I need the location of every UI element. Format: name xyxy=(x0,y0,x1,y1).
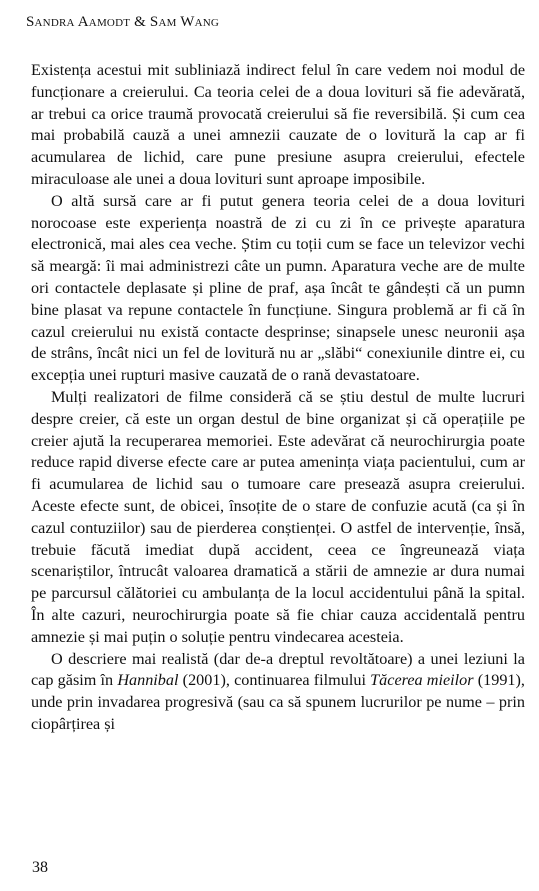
film-title-tacerea-mieilor: Tăcerea mieilor xyxy=(370,671,474,690)
paragraph-3: Mulți realizatori de filme consideră că se știu destul de multe lucruri despre creier, că este un organ destul de bine organizat și că operațiile pe creier ajută la recuperarea memoriei. Este adevărat că neurochirurgia poate reduce rapid diverse efecte care ar putea amenința viața pacientului, cum ar fi acumularea de lichid sau o tumoare care presează asupra creierului. Aceste efecte sunt, de obicei, însoțite de o stare de confuzie acută (ca și în cazul contuziilor) sau de pierderea conștienței. O astfel de intervenție, însă, trebuie făcută imediat după accident, ceea ce îngreunează viața scenariștilor, întrucât valoarea dramatică a stării de amnezie ar dura numai pe parcursul călătoriei cu ambulanța de la locul accidentului până la spital. În alte cazuri, neurochirurgia poate să fie chiar cauza accidentală pentru amnezie și mai puțin o soluție pentru vindecarea acesteia. xyxy=(31,387,525,646)
paragraph-2: O altă sursă care ar fi putut genera teoria celei de a doua lovituri norocoase este experiența noastră de zi cu zi în ce privește aparatura electronică, mai ales cea veche. Știm cu toții cum se face un televizor vechi să meargă: îi mai administrezi câte un pumn. Aparatura veche are de multe ori contactele deplasate și pline de praf, așa încât te gândești că un pumn bine plasat va repune contactele în funcțiune. Singura problemă ar fi că în cazul creierului nu există contacte desprinse; sinapsele unesc neuronii așa de strâns, încât nici un fel de lovitură nu ar „slăbi“ conexiunile dintre ei, cu excepția unei rupturi masive cauzată de o rană devastatoare. xyxy=(31,191,525,385)
page-number: 38 xyxy=(32,859,48,876)
paragraph-4-text-b: (2001), continuarea filmului xyxy=(178,671,371,690)
paragraph-4 xyxy=(31,649,525,736)
paragraph-4-text-a: O descriere mai realistă (dar de-a dreptul revoltătoare) a unei leziuni la cap găsim în xyxy=(31,649,525,690)
film-title-hannibal: Hannibal xyxy=(117,671,179,690)
running-header: Sandra Aamodt & Sam Wang xyxy=(26,14,220,30)
paragraph-4-text-c: (1991), unde prin invadarea progresivă (sau ca să spunem lucrurilor pe nume – prin ciopârțirea și xyxy=(31,671,525,733)
paragraph-1: Existența acestui mit subliniază indirect felul în care vedem noi modul de funcționare a creierului. Ca teoria celei de a doua lovituri să fie adevărată, ar trebui ca orice traumă provocată creierului să fie reversibilă. Și cum cea mai probabilă cauză a unei amnezii cauzate de o lovitură la cap ar fi acumularea de lichid, care pune presiune asupra creierului, efectele miraculoase ale unei a doua lovituri sunt aproape imposibile. xyxy=(31,61,525,188)
body-text xyxy=(31,60,525,736)
